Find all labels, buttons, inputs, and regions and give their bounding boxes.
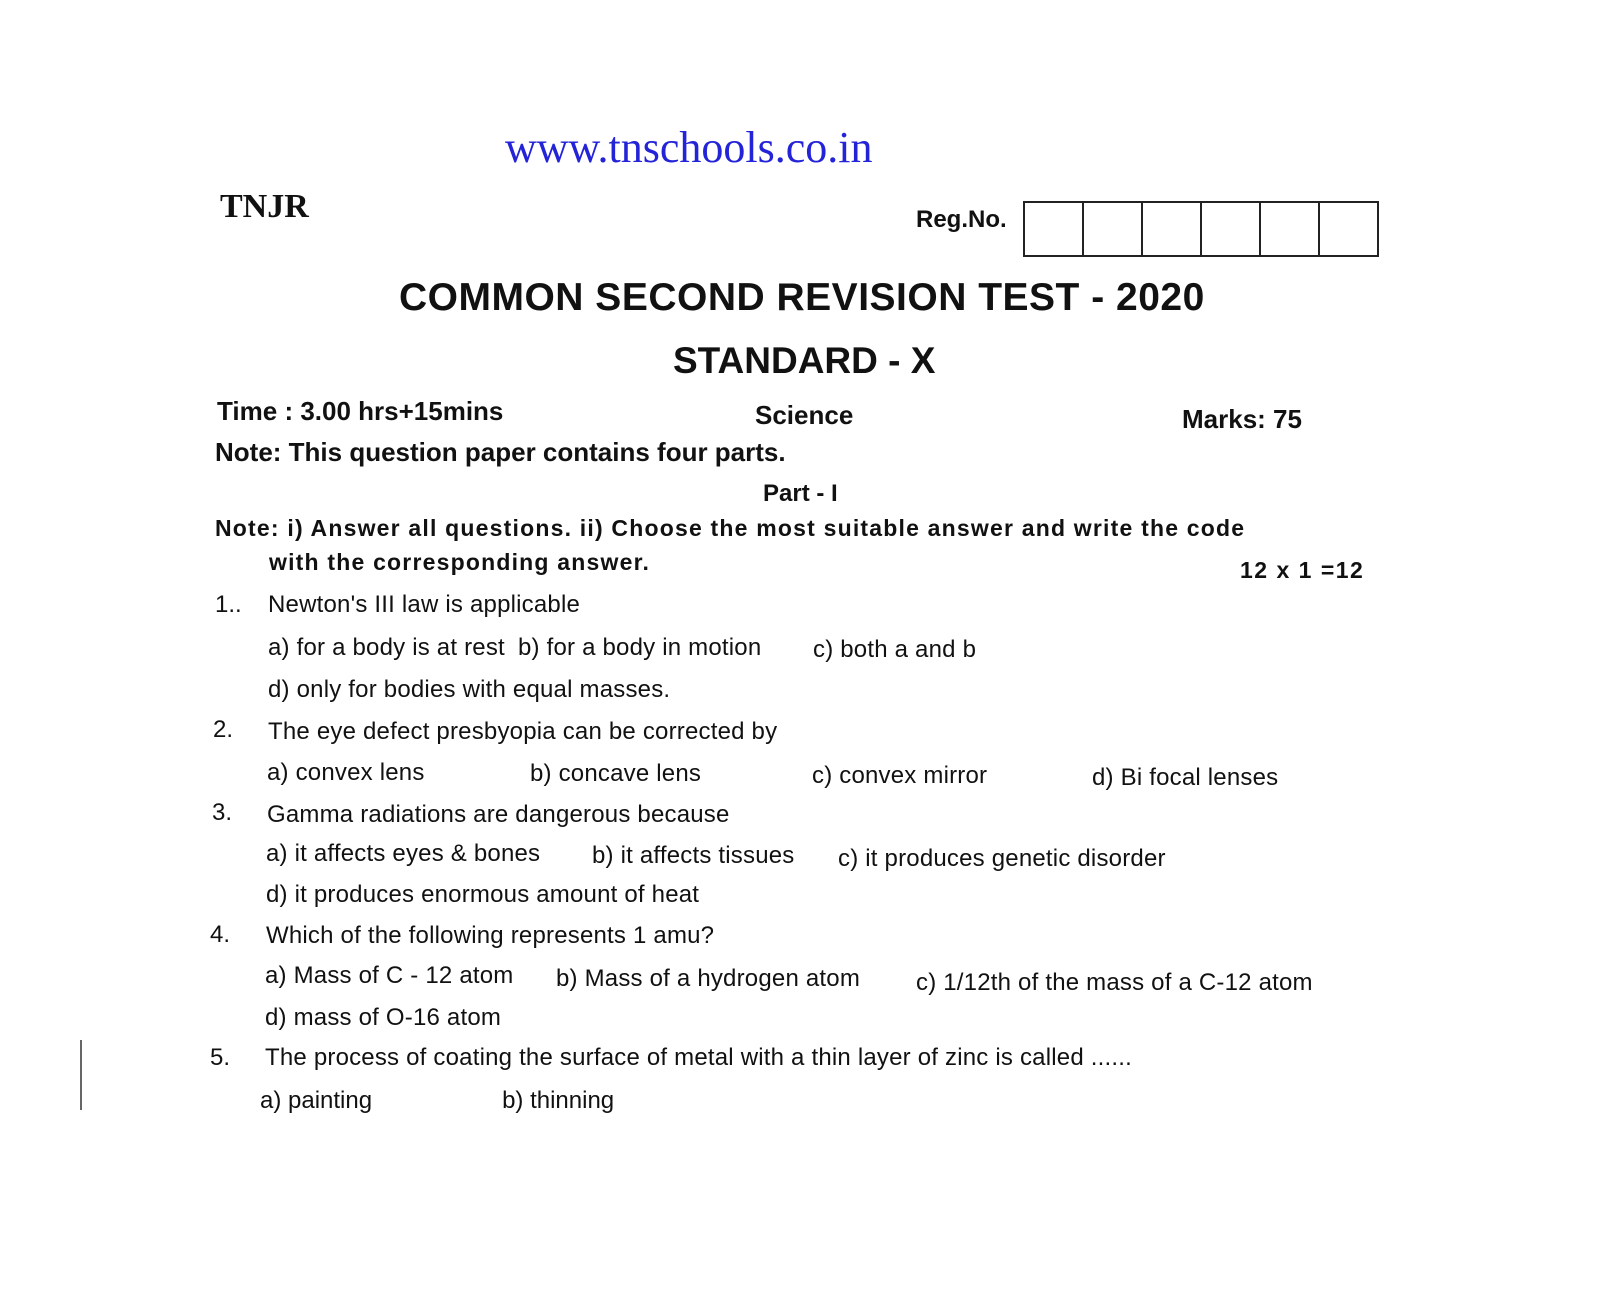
question-number: 2. <box>213 716 234 743</box>
option: a) it affects eyes & bones <box>266 840 541 867</box>
website-url: www.tnschools.co.in <box>505 123 873 172</box>
option: c) both a and b <box>813 636 977 663</box>
reg-no-box <box>1025 203 1084 255</box>
option: a) painting <box>260 1087 373 1114</box>
option: b) thinning <box>502 1087 615 1114</box>
part-instruction-1: Note: i) Answer all questions. ii) Choose the most suitable answer and write the code <box>215 515 1246 541</box>
district-code: TNJR <box>220 188 309 225</box>
marks: Marks: 75 <box>1182 404 1302 434</box>
reg-no-boxes <box>1023 201 1379 257</box>
question-text: The eye defect presbyopia can be corrected by <box>268 718 778 745</box>
standard: STANDARD - X <box>673 340 936 381</box>
option: a) for a body is at rest <box>268 634 505 661</box>
reg-no-box <box>1143 203 1202 255</box>
reg-no-box <box>1261 203 1320 255</box>
reg-no-box <box>1084 203 1143 255</box>
option: b) Mass of a hydrogen atom <box>556 965 861 992</box>
question-number: 3. <box>212 799 233 826</box>
option: b) for a body in motion <box>518 634 762 661</box>
question-number: 4. <box>210 921 231 948</box>
question-text: Which of the following represents 1 amu? <box>266 922 715 949</box>
option: a) Mass of C - 12 atom <box>265 962 514 989</box>
time: Time : 3.00 hrs+15mins <box>217 396 504 426</box>
question-text: Newton's III law is applicable <box>268 591 581 618</box>
option: a) convex lens <box>267 759 425 786</box>
question-text: Gamma radiations are dangerous because <box>267 801 730 828</box>
subject: Science <box>755 400 854 430</box>
option: c) 1/12th of the mass of a C-12 atom <box>916 969 1313 996</box>
question-text: The process of coating the surface of metal with a thin layer of zinc is called ...... <box>265 1044 1132 1071</box>
part-instruction-2: with the corresponding answer. <box>269 549 651 575</box>
option: d) Bi focal lenses <box>1092 764 1279 791</box>
reg-no-box <box>1320 203 1377 255</box>
reg-no-box <box>1202 203 1261 255</box>
option: d) only for bodies with equal masses. <box>268 676 671 703</box>
question-number: 1.. <box>215 591 242 618</box>
scan-margin-line <box>80 1040 82 1110</box>
option: c) convex mirror <box>812 762 988 789</box>
option: b) it affects tissues <box>592 842 795 869</box>
option: c) it produces genetic disorder <box>838 845 1166 872</box>
cut-off-options <box>260 1087 744 1114</box>
paper-note: Note: This question paper contains four parts. <box>215 437 786 467</box>
marks-scheme: 12 x 1 =12 <box>1240 557 1365 583</box>
question-number: 5. <box>210 1044 231 1071</box>
reg-no-label: Reg.No. <box>916 206 1007 233</box>
option: d) it produces enormous amount of heat <box>266 881 700 908</box>
part-label: Part - I <box>763 480 838 507</box>
option: b) concave lens <box>530 760 702 787</box>
exam-title: COMMON SECOND REVISION TEST - 2020 <box>399 276 1205 319</box>
option: d) mass of O-16 atom <box>265 1004 502 1031</box>
